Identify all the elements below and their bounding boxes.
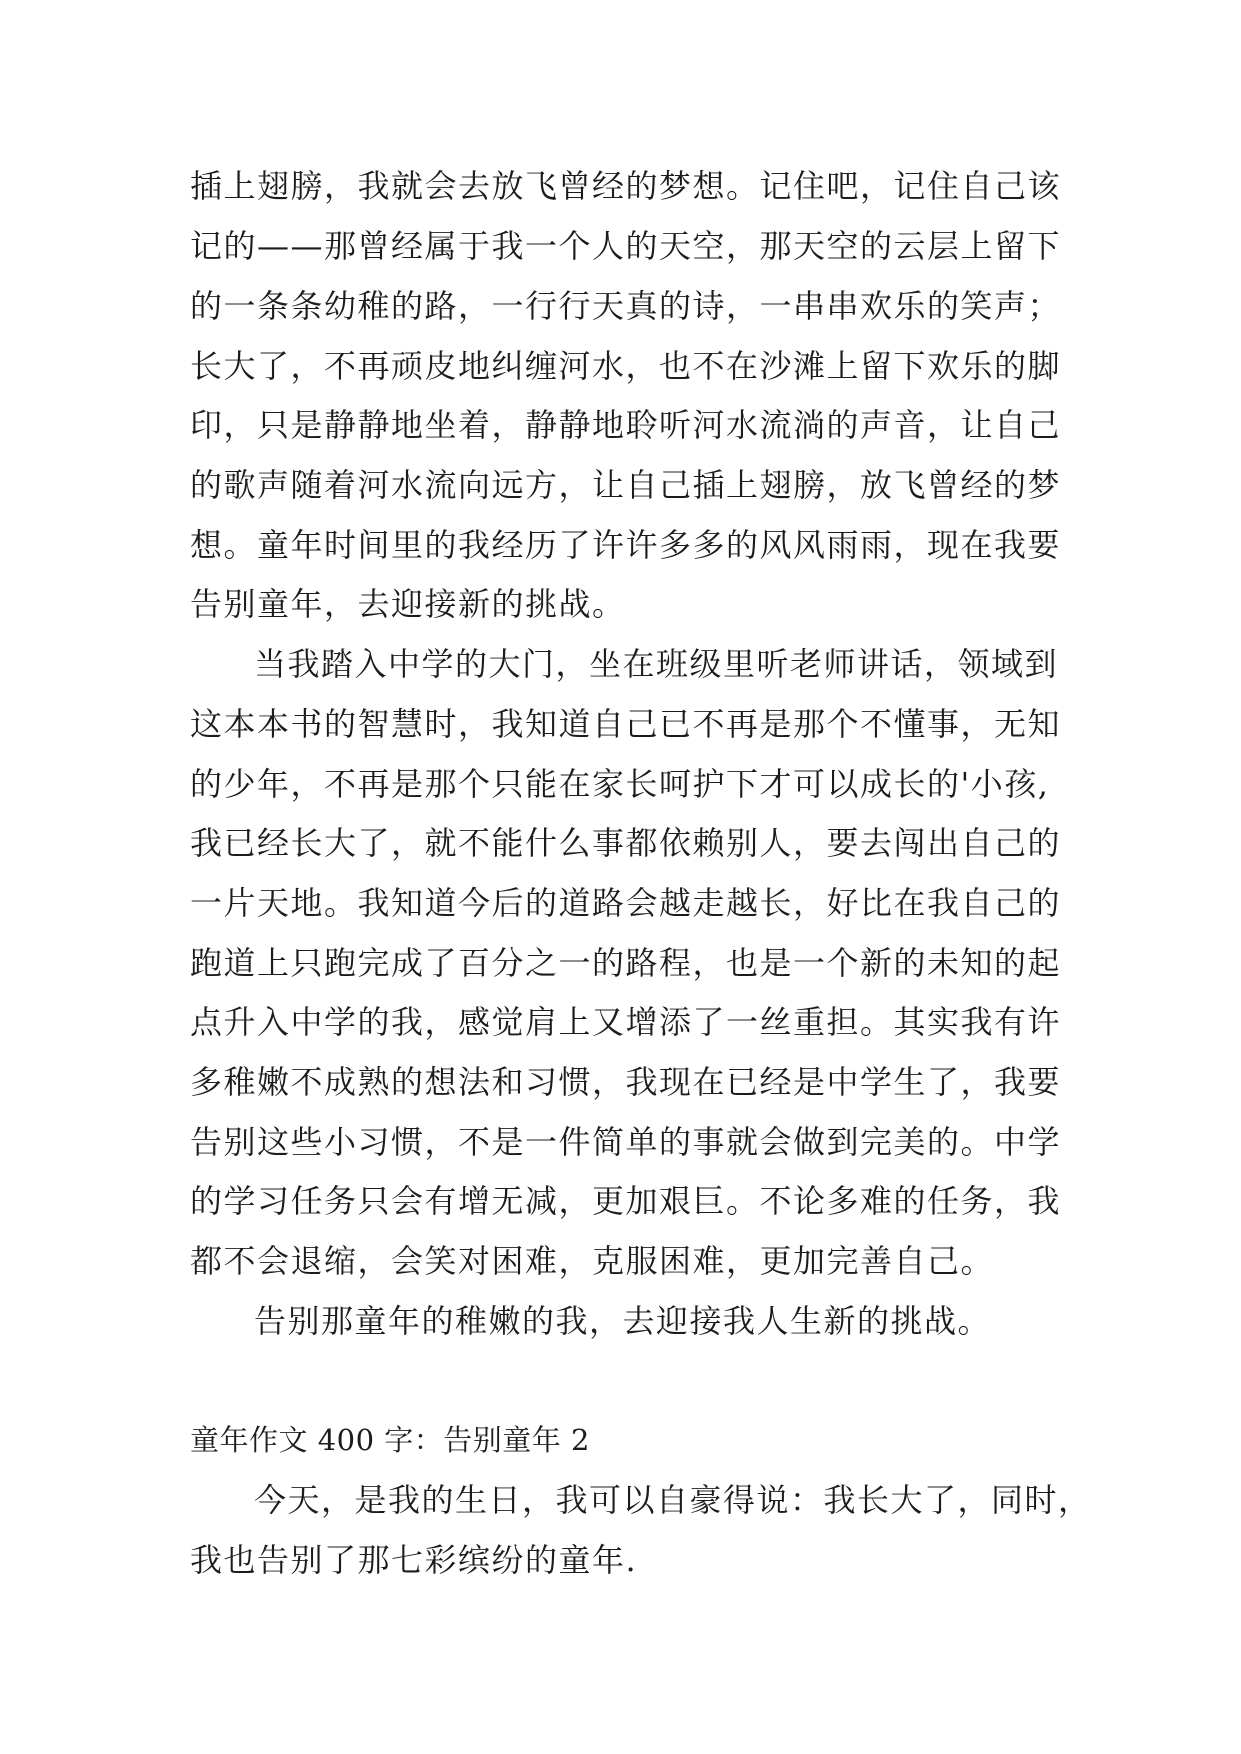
text-line: 我已经长大了，就不能什么事都依赖别人，要去闯出自己的 xyxy=(190,824,1062,862)
text-line: 点升入中学的我，感觉肩上又增添了一丝重担。其实我有许 xyxy=(190,1003,1062,1041)
text-line: 告别童年，去迎接新的挑战。 xyxy=(190,585,626,623)
text-line: 告别那童年的稚嫩的我，去迎接我人生新的挑战。 xyxy=(254,1302,992,1340)
text-line: 的学习任务只会有增无减，更加艰巨。不论多难的任务，我 xyxy=(190,1182,1062,1220)
text-line: 告别这些小习惯，不是一件简单的事就会做到完美的。中学 xyxy=(190,1123,1062,1161)
text-line: 的歌声随着河水流向远方，让自己插上翅膀，放飞曾经的梦 xyxy=(190,466,1062,504)
text-line: 今天，是我的生日，我可以自豪得说：我长大了，同时， xyxy=(254,1481,1092,1519)
text-line: 长大了，不再顽皮地纠缠河水，也不在沙滩上留下欢乐的脚 xyxy=(190,347,1062,385)
section-heading: 童年作文 400 字：告别童年 2 xyxy=(190,1423,590,1457)
text-line: 的少年，不再是那个只能在家长呵护下才可以成长的'小孩, xyxy=(190,765,1050,803)
text-line: 都不会退缩，会笑对困难，克服困难，更加完善自己。 xyxy=(190,1242,995,1280)
text-line: 印，只是静静地坐着，静静地聆听河水流淌的声音，让自己 xyxy=(190,406,1062,444)
text-line: 这本本书的智慧时，我知道自己已不再是那个不懂事，无知 xyxy=(190,705,1062,743)
text-line: 想。童年时间里的我经历了许许多多的风风雨雨，现在我要 xyxy=(190,526,1062,564)
text-line: 当我踏入中学的大门，坐在班级里听老师讲话，领域到 xyxy=(254,645,1059,683)
text-line: 多稚嫩不成熟的想法和习惯，我现在已经是中学生了，我要 xyxy=(190,1063,1062,1101)
text-line: 一片天地。我知道今后的道路会越走越长，好比在我自己的 xyxy=(190,884,1062,922)
text-line: 跑道上只跑完成了百分之一的路程，也是一个新的未知的起 xyxy=(190,944,1062,982)
text-line: 的一条条幼稚的路，一行行天真的诗，一串串欢乐的笑声； xyxy=(190,287,1062,325)
text-line: 插上翅膀，我就会去放飞曾经的梦想。记住吧，记住自己该 xyxy=(190,167,1062,205)
text-line: 我也告别了那七彩缤纷的童年. xyxy=(190,1541,638,1579)
text-line: 记的——那曾经属于我一个人的天空，那天空的云层上留下 xyxy=(190,227,1062,265)
